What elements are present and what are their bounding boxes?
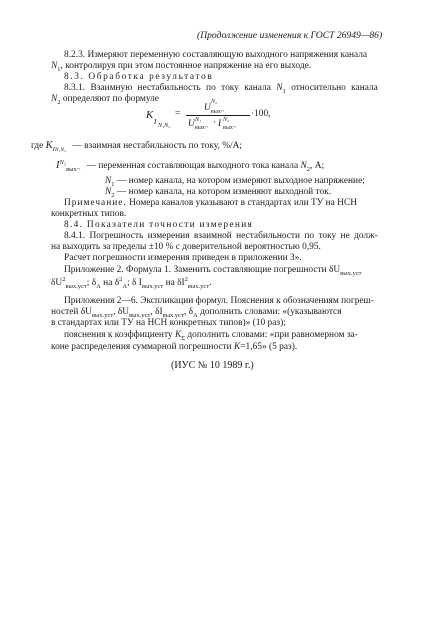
- formula-num-u: U: [204, 103, 211, 113]
- paragraph-8-2-3-line-2: [51, 61, 311, 72]
- appendix-2-6-line-2: [51, 307, 342, 318]
- text: =1,65» (5 раз).: [240, 342, 298, 352]
- subscript: вых.уст: [340, 269, 362, 277]
- formula-k: [146, 97, 286, 137]
- symbol-k: K: [45, 140, 53, 151]
- note-line-2: конкретных типов.: [51, 209, 127, 219]
- where-n1: [105, 176, 365, 187]
- symbol-n: N: [276, 83, 283, 93]
- formula-equals: =: [175, 109, 181, 119]
- symbol-k: K: [234, 342, 241, 352]
- section-8-4-heading: 8.4. Показатели точности измерения: [64, 220, 254, 230]
- subscript: 1: [57, 65, 61, 73]
- symbol-i: I: [56, 160, 60, 171]
- formula-den-i-sup: N₂: [223, 117, 230, 123]
- symbol-n: N: [105, 176, 112, 186]
- text: определяют по формуле: [62, 94, 159, 104]
- formula-den-u-sup: N₁: [195, 117, 202, 123]
- formula-num-sub: вых~: [211, 109, 225, 115]
- subscript: 1: [282, 87, 286, 95]
- where-k: [31, 140, 242, 152]
- subscript: А: [122, 282, 128, 290]
- coefficient-line-2: [51, 342, 297, 353]
- subscript: вых.уст: [141, 282, 164, 290]
- formula-den-u-sub: вых~: [195, 125, 209, 131]
- formula-lhs: K: [146, 109, 154, 121]
- section-8-3-heading: 8.3. Обработка результатов: [64, 72, 214, 82]
- text: , δU: [113, 307, 130, 317]
- note-label: Примечание.: [64, 198, 127, 208]
- formula-den-i-sub: вых~: [223, 125, 237, 131]
- subscript: А: [96, 282, 101, 290]
- text: .: [209, 278, 212, 288]
- text: — номер канала, на котором измеряют выходное напряжение;: [116, 176, 365, 186]
- subscript: 2: [111, 191, 115, 199]
- appendix-2-line-2: [51, 275, 212, 290]
- where-n2: [105, 187, 331, 198]
- paragraph-calc: Расчет погрешности измерения приведен в приложении 3».: [64, 253, 302, 263]
- paragraph-8-4-1-line-1: 8.4.1. Погрешность измерения взаимной нестабильности по току не долж-: [64, 231, 378, 241]
- text: относительно канала: [291, 83, 378, 93]
- subscript: Σ: [181, 334, 186, 342]
- subscript: 1: [111, 180, 115, 188]
- subscript: вых.уст: [91, 311, 114, 319]
- text: 8.2.3. Измеряют переменную составляющую выходного напряжения канала: [64, 50, 368, 60]
- text: — номер канала, на котором изменяют выходной ток.: [116, 187, 332, 197]
- text: , А;: [310, 161, 325, 171]
- superscript: 2: [119, 275, 123, 283]
- appendix-2-6-line-1: Приложения 2—6. Экспликации формул. Пояснения к обозначениям погреш-: [64, 296, 374, 306]
- superscript: 2: [184, 275, 188, 283]
- paragraph-8-3-1-line-1: [64, 83, 378, 94]
- appendix-2-line-1: [64, 265, 361, 276]
- formula-den-i: I: [218, 119, 222, 129]
- ius-reference: (ИУС № 10 1989 г.): [171, 360, 254, 371]
- paragraph-8-2-3-line-1: [64, 50, 367, 61]
- text: дополнить словами: «(указываются: [200, 307, 342, 317]
- text: ностей δU: [51, 307, 92, 317]
- text: , δI: [150, 307, 163, 317]
- subscript: вых.уст: [162, 311, 184, 319]
- paragraph-8-3-1-line-2: [51, 94, 159, 105]
- text: коне распределения суммарной погрешности: [51, 342, 232, 352]
- symbol-n: N: [51, 94, 58, 104]
- symbol-n: N: [300, 161, 307, 171]
- text: Приложение 2. Формула 1. Заменить составляющие погрешности δU: [64, 265, 341, 275]
- coefficient-line-1: [64, 330, 358, 341]
- text: δU: [51, 278, 63, 288]
- superscript: 2: [62, 275, 66, 283]
- symbol-n: N: [51, 61, 58, 71]
- subscript: вых.уст: [129, 311, 151, 319]
- text: на δ: [103, 278, 120, 288]
- text: на δI: [165, 278, 185, 288]
- formula-den-u: U: [188, 119, 195, 129]
- subscript: 2: [57, 98, 61, 106]
- subscript: вых~: [66, 165, 81, 173]
- symbol-k: K: [174, 330, 182, 340]
- where-i: [56, 160, 324, 172]
- text: Номера каналов указывают в стандартах или ТУ на НСН: [129, 198, 357, 208]
- subscript: вых.уст: [187, 282, 210, 290]
- note-line-1: [64, 198, 357, 209]
- formula-num-sup: N₂: [211, 99, 218, 105]
- paragraph-8-4-1-line-2: на выходить за пределы ±10 % с доверительной вероятностью 0,95.: [51, 242, 321, 252]
- subscript: N₁N₂: [54, 146, 67, 153]
- text: , δ: [183, 307, 194, 317]
- text: 8.3.1. Взаимную нестабильность по току канала: [64, 83, 271, 93]
- text: — переменная составляющая выходного тока канала: [86, 161, 299, 171]
- formula-lhs-subsub: N₁N₂: [158, 123, 171, 129]
- text: ; δ: [86, 278, 97, 288]
- subscript: 2: [306, 165, 310, 173]
- text: дополнить словами: «при равномерном за-: [187, 330, 358, 340]
- superscript: N₂: [59, 158, 67, 166]
- page-header: (Продолжение изменения к ГОСТ 26949—86): [197, 30, 383, 41]
- symbol-n: N: [105, 187, 112, 197]
- formula-dot: ·: [213, 118, 217, 128]
- text: , контролируя при этом постоянное напряжение на его выходе.: [60, 61, 312, 71]
- subscript: А: [193, 311, 198, 319]
- appendix-2-6-line-3: в стандартах или ТУ на НСН конкретных типов)» (10 раз);: [51, 318, 286, 328]
- text: где: [31, 141, 44, 151]
- text: ; δ I: [127, 278, 142, 288]
- subscript: I: [52, 145, 55, 153]
- subscript: вых.уст: [65, 282, 87, 290]
- text: пояснения к коэффициенту: [64, 330, 173, 340]
- formula-lhs-sub: I: [154, 118, 157, 126]
- text: — взаимная нестабильность по току, %/А;: [72, 141, 243, 151]
- formula-tail: ·100,: [251, 109, 271, 119]
